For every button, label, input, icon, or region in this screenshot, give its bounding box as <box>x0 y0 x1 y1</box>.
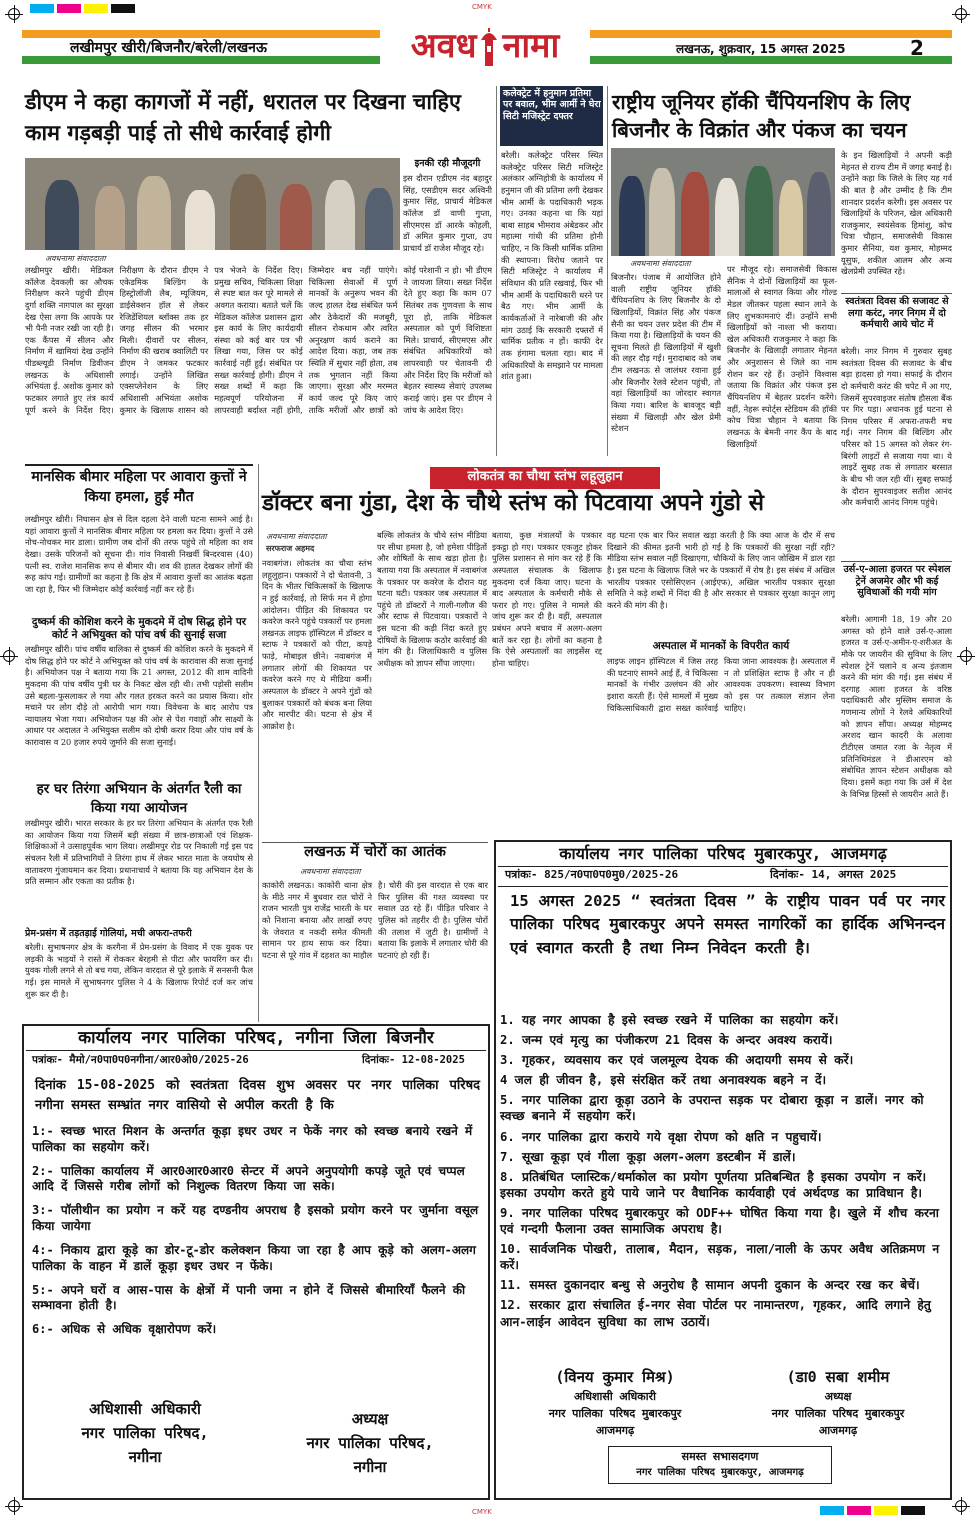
nag-sign-right-place: नगीना <box>353 1458 387 1476</box>
nag-item: 5:- अपने घरों व आस-पास के क्षेत्रों में पानी जमा न होने दें जिससे बीमारियाँ फैलने की सम्भावना होती है। <box>32 1282 466 1313</box>
hockey-photo <box>611 148 835 256</box>
tiranga-subhead: प्रेम-प्रसंग में तड़तड़ाई गोलियां, मची अफरा-तफरी <box>25 928 192 939</box>
mub-item: 12. सरकार द्वारा संचालित ई-नगर सेवा पोर्टल पर नामान्तरण, गृहकर, आदि लगाने हेतु आन-लाईन आवेदन सुविधा का लाभ उठायें। <box>500 1298 931 1329</box>
dog-headline: मानसिक बीमार महिला पर आवारा कुत्तों ने किया हमला, हुई मौत <box>31 469 247 505</box>
nag-sign-right-role: अध्यक्ष <box>351 1410 389 1428</box>
dm-headline: डीएम ने कहा कागजों में नहीं, धरातल पर दिखना चाहिए काम गड़बड़ी पाई तो सीधे कार्रवाई होगी <box>25 90 461 146</box>
theft-headline: लखनऊ में चोरों का आतंक <box>304 844 446 860</box>
mub-sign-right-place: आजमगढ़ <box>818 1424 858 1437</box>
hockey-headline: राष्ट्रीय जूनियर हॉकी चैंपियनशिप के लिए बिजनौर के विक्रांत और पंकज का चयन <box>612 90 911 143</box>
mub-item: 1. यह नगर आपका है इसे स्वच्छ रखने में पालिका का सहयोग करें। <box>500 1013 839 1027</box>
cmyk-top-label: CMYK <box>472 3 492 11</box>
nag-intro: दिनांक 15-08-2025 को स्वतंत्रता दिवस शुभ अवसर पर नगर पालिका परिषद नगीना समस्त सम्भ्रांत नगर वासियो से अपील करती है कि <box>35 1078 480 1113</box>
registration-mark-icon <box>3 650 15 662</box>
court-body: लखीमपुर खीरी। पांच वर्षीय बालिका से दुष्कर्म की कोशिश करने के मुकदमे में दोष सिद्ध होने पर कोर्ट ने अभियुक्त को पांच वर्ष के कारावास की सजा सुनाई है। अभियोजन पक्ष ने बताया गया कि 21 अगस्त, 2012 की शाम वादिनी मुकदमा की पांच वर्षीय पुत्री घर के निकट खेल रही थी। तभी पड़ोसी सलीम उसे बहला-फुसलाकर ले गया और गलत हरकत करने का प्रयास किया। शोर मचाने पर लोग दौड़े तो आरोपी भाग गया। विवेचना के बाद आरोप पत्र न्यायालय भेजा गया। अभियोजन पक्ष की ओर से पेश गवाहों और साक्ष्यों के आधार पर अदालत ने अभियुक्त सलीम को दोषी करार दिया और पांच वर्ष के कारावास व 20 हजार रुपये जुर्माने की सजा सुनाई। <box>25 644 253 748</box>
current-body: बरेली। नगर निगम में गुरुवार सुबह स्वतंत्रता दिवस की सजावट के बीच बड़ा हादसा हो गया। सफाई के दौरान दो कर्मचारी करंट की चपेट में आ गए, जिसमें सुपरवाइजर संतोष हौसला बैंक पर गिर पड़ा। अचानक हुई घटना से निगम परिसर में अफरा-तफरी मच गई। नगर निगम की बिल्डिंग और परिसर को 15 अगस्त को लेकर रंग-बिरंगी लाइटों से सजाया गया था। ये लाइटें सुबह तक से लगातार बरसात के बीच भी जल रही थीं। सुबह सफाई के दौरान सुपरवाइजर सतीश आनंद और कर्मचारी आनंद निगम पहुंचे। <box>841 346 952 508</box>
dm-photo <box>25 158 400 250</box>
mub-item: 6. नगर पालिका द्वारा कराये गये वृक्षा रोपण को क्षति न पहुचायें। <box>500 1129 822 1144</box>
nag-sign-left-place: नगीना <box>128 1448 162 1466</box>
nag-item: 3:- पॉलीथीन का प्रयोग न करें यह दण्डनीय अपराध है इसको प्रयोग करने पर जुर्माना वसूल किया जायेगा <box>32 1203 479 1234</box>
doctor-body-b: बल्कि लोकतंत्र के चौथे स्तंभ मीडिया पर सीधा हमला है, जो हमेशा पीड़ितों और शोषितों के साथ खड़ा होता है। बताया गया कि अस्पताल में नवाबगंज के पत्रकार पर कवरेज के दौरान यह घटना घटी। पत्रकार जब अस्पताल में पहुंचे तो डॉक्टरों ने गाली-गलौज की और स्टाफ से पिटवाया। पत्रकारों ने इस घटना की कड़ी निंदा करते हुए दोषियों के खिलाफ कठोर कार्रवाई की मांग की है। जिलाधिकारी व पुलिस अधीक्षक को ज्ञापन सौंपा जाएगा। <box>377 530 487 669</box>
nag-item: 6:- अधिक से अधिक वृक्षारोपण करें। <box>32 1322 217 1337</box>
nag-title: कार्यालय नगर पालिका परिषद, नगीना जिला बिजनौर <box>78 1028 434 1048</box>
doctor-byline-2: सरफराज अहमद <box>266 544 315 553</box>
ambedkar-body: बरेली। कलेक्ट्रेट परिसर स्थित कलेक्ट्रेट परिसर सिटी मजिस्ट्रेट अलंकार अग्निहोत्री के कार्यालय में हनुमान जी की प्रतिमा लगी देखकर भीम आर्मी के पदाधिकारी भड़क गए। उनका कहना था कि यहां बाबा साहब भीमराव अंबेडकर और महात्मा गांधी की प्रतिमा होनी चाहिए, न कि किसी धार्मिक प्रतिमा की स्थापना। विरोध जताने पर सिटी मजिस्ट्रेट ने कार्यालय में संविधान की प्रति रखवाई, फिर भी भीम आर्मी के पदाधिकारी धरने पर बैठ गए। भीम आर्मी के कार्यकर्ताओं ने नारेबाजी की और मांग उठाई कि सरकारी दफ्तरों में धार्मिक प्रतीक न हों। काफी देर तक हंगामा चलता रहा। बाद में अधिकारियों के समझाने पर मामला शांत हुआ। <box>501 150 603 382</box>
mub-sign-left-name: (विनय कुमार मिश्र) <box>555 1368 675 1386</box>
header-date: लखनऊ, शुक्रवार, 15 अगस्त 2025 <box>676 42 846 56</box>
mub-item: 4 जल ही जीवन है, इसे संरक्षित करें तथा अनावश्यक बहने न दें। <box>500 1073 827 1088</box>
doctor-kicker: लोकतंत्र का चौथा स्तंभ लहूलुहान <box>467 469 623 484</box>
mub-sign-right-role: अध्यक्ष <box>824 1390 852 1403</box>
urs-body: बरेली। आगामी 18, 19 और 20 अगस्त को होने वाले उर्स-ए-आला हजरत व उर्स-ए-अमीन-ए-शरीअत के मौके पर जायरीन की सुविधा के लिए स्पेशल ट्रेनें चलाने व अन्य इंतजाम करने की मांग की गई। इस संबंध में दरगाह आला हजरत के वरिष्ठ पदाधिकारी और मुस्लिम समाज के गणमान्य लोगों ने रेलवे अधिकारियों को ज्ञापन सौंपा। अध्यक्ष मोहम्मद अरशद खान कादरी के अलावा टीटीएस जमात रजा के नेतृत्व में प्रतिनिधिमंडल ने डीआरएम को संबोधित ज्ञापन स्टेशन अधीक्षक को दिया। इसमें कहा गया कि उर्स में देश के विभिन्न हिस्सों से जायरीन आते हैं। <box>841 614 952 799</box>
mub-dinank: दिनांकः- 14, अगस्त 2025 <box>770 868 897 881</box>
registration-mark-icon <box>955 1500 967 1512</box>
registration-mark-icon <box>8 8 20 20</box>
nag-dinank: दिनांकः- 12-08-2025 <box>362 1054 465 1066</box>
doctor-headline: डॉक्टर बना गुंडा, देश के चौथे स्तंभ को पिटवाया अपने गुंडो से <box>262 490 764 516</box>
theft-body: काकोरी लखनऊ। काकोरी थाना क्षेत्र के मीठे नगर में बुधवार रात चोरों ने राजन भारती पुत्र राजेंद्र भारती के घर को निशाना बनाया और लाखों रुपए के जेवरात व नकदी समेत कीमती सामान पर हाथ साफ कर दिया। घटना से पूरे गांव में दहशत का माहौल है। चोरी की इस वारदात से एक बार फिर पुलिस की गश्त व्यवस्था पर सवाल उठ रहे हैं। पीड़ित परिवार ने पुलिस को तहरीर दी है। पुलिस चोरों की तलाश में जुटी है। ग्रामीणों ने बताया कि इलाके में लगातार चोरी की घटनाएं हो रही हैं। <box>262 880 488 960</box>
mub-item: 11. समस्त दुकानदार बन्धु से अनुरोध है सामान अपनी दुकान के अन्दर रख कर बेचें। <box>500 1278 920 1293</box>
nag-item: 4:- निकाय द्वारा कूड़े का डोर-टू-डोर कलेक्शन किया जा रहा है आप कूड़े को अलग-अलग पालिका के वाहन में डालें कूड़ा इधर उधर न फेंके। <box>32 1242 476 1273</box>
masthead-right: नामा <box>502 26 560 67</box>
masthead-logo <box>380 24 590 70</box>
doctor-body-d: वह घटना एक बार फिर सवाल खड़ा करती है कि क्या आज के दौर में सच दिखाने की कीमत इतनी भारी हो गई है कि पत्रकारों की सुरक्षा नहीं रही? मीडिया स्तंभ सवाल नहीं दिखाएगा, चौकियों के लिए जान जोखिम में डाल रहा है। इस घटना के खिलाफ जिले भर के पत्रकारों में रोष है। इस संबंध में अखिल भारतीय पत्रकार एसोसिएशन (आईएफ), अखिल भारतीय पत्रकार सुरक्षा समिति ने कड़े शब्दों में निंदा की है और सरकार से पत्रकार सुरक्षा कानून लागू करने की मांग की है। <box>607 530 835 610</box>
hockey-photo-caption: अवधनामा संवाददाता <box>630 259 691 268</box>
mub-patrank: पत्रांकः- 825/न0पा0प0मु0/2025-26 <box>505 868 679 881</box>
mub-footer-2: नगर पालिका परिषद मुबारकपुर, आजमगढ़ <box>636 1467 804 1478</box>
mub-item: 10. सार्वजनिक पोखरी, तालाब, मैदान, सड़क, नाला/नाली के ऊपर अवैध अतिक्रमण न करें। <box>500 1242 940 1273</box>
color-bar <box>30 4 135 13</box>
mub-sign-right-name: (डा0 सबा शमीम <box>786 1368 890 1386</box>
mub-title: कार्यालय नगर पालिका परिषद मुबारकपुर, आजमगढ़ <box>559 844 887 863</box>
mub-item: 8. प्रतिबंधित प्लास्टिक/थर्माकोल का प्रयोग पूर्णतया प्रतिबन्धित है इसका उपयोग न करें। इसका उपयोग करते हुये पाये जाने पर वैधानिक कार्यवाही एवं अर्थदण्ड का प्राविधान है। <box>500 1169 927 1200</box>
mub-item: 3. गृहकर, व्यवसाय कर एवं जलमूल्य देयक की अदायगी समय से करें। <box>500 1053 854 1068</box>
mub-item: 5. नगर पालिका द्वारा कूड़ा उठाने के उपरान्त सड़क पर दोबारा कूड़ा न डालें। नगर को स्वच्छ बनाने में सहयोग करें। <box>500 1093 924 1124</box>
nag-items <box>32 1124 482 1346</box>
hockey-body-1: बिजनौर। पंजाब में आयोजित होने वाली राष्ट्रीय जूनियर हॉकी चैंपियनशिप के लिए बिजनौर के दो खिलाड़ियों, विक्रांत सिंह और पंकज सैनी का चयन उत्तर प्रदेश की टीम में किया गया है। खिलाड़ियों के चयन की सूचना मिलते ही खिलाड़ियों में खुशी की लहर दौड़ गई। मुरादाबाद को जब टीम लखनऊ से जालंधर रवाना हुई और बिजनौर रेलवे स्टेशन पहुंची, तो वहां खिलाड़ियों का जोरदार स्वागत किया गया। बारिश के बावजूद बड़ी संख्या में खिलाड़ी और खेल प्रेमी स्टेशन <box>611 272 721 434</box>
registration-mark-icon <box>960 650 972 662</box>
masthead-left: अवध <box>410 26 477 67</box>
mub-items <box>500 1012 948 1334</box>
dm-photo-caption: अवधनामा संवाददाता <box>45 254 106 263</box>
nag-sign-left-org: नगर पालिका परिषद, <box>81 1424 209 1442</box>
mub-item: 9. नगर पालिका परिषद मुबारकपुर को ODF++ घोषित किया गया है। खुले में शौच करना एवं गन्दगी फैलाना उक्त सामाजिक अपराध है। <box>500 1205 939 1237</box>
registration-mark-icon <box>955 8 967 20</box>
dog-body: लखीमपुर खीरी। निघासन क्षेत्र से दिल दहला देने वाली घटना सामने आई है। यहां आवारा कुत्तों ने मानसिक बीमार महिला पर हमला कर दिया। कुत्तों ने उसे नोच-नोचकर मार डाला। ग्रामीण जब दोनों की तरफ पहुंचे तो महिला का शव देखा। उसके परिजनों को सूचना दी। गांव निवासी निखर्वी बिन्दरवास (40) पत्नी स्व. राजेश मानसिक रूप से बीमार थी। शव की हालत देखकर लोगों की रूह कांप गई। ग्रामीणों का कहना है कि क्षेत्र में आवारा कुत्तों का आतंक बढ़ता जा रहा है, फिर भी जिम्मेदार कोई कार्रवाई नहीं कर रहे हैं। <box>25 514 253 594</box>
doctor-byline-1: अवधनामा संवाददाता <box>266 532 327 541</box>
mub-footer-1: समस्त सभासदगण <box>681 1450 759 1463</box>
mub-sign-left-org: नगर पालिका परिषद मुबारकपुर <box>548 1407 682 1420</box>
hockey-body-3: के इन खिलाड़ियों ने अपनी कड़ी मेहनत से राज्य टीम में जगह बनाई है। उन्होंने कहा कि जिले के लिए यह गर्व की बात है और उम्मीद है कि टीम शानदार प्रदर्शन करेगी। इस अवसर पर खिलाड़ियों के परिजन, खेल अधिकारी राजकुमार, स्वयंसेवक हिमांशु, कोच चित्रा चौहान, समाजसेवी विकास कुमार सैनिया, यश कुमार, मोहम्मद यूसुफ, शकील आलम और अन्य खेलप्रेमी उपस्थित रहे। <box>841 150 952 277</box>
nag-item: 1:- स्वच्छ भारत मिशन के अन्तर्गत कूड़ा इधर उधर न फेकें नगर को स्वच्छ बनाये रखने में पालिका का सहयोग करें। <box>32 1124 473 1154</box>
color-bar <box>820 1506 925 1515</box>
current-headline: स्वतंत्रता दिवस की सजावट से लगा करंट, नगर निगम में दो कर्मचारी आये चोट में <box>845 296 949 331</box>
nag-sign-right-org: नगर पालिका परिषद, <box>306 1434 434 1452</box>
doctor-body-c: बताया, कुछ मंत्रालयों के पत्रकार इकट्ठा हो गए। पत्रकार एकजुट होकर पुलिस प्रशासन से मांग कर रहे हैं कि अस्पताल संचालक के खिलाफ मुकदमा दर्ज किया जाए। घटना के बाद अस्पताल के कर्मचारी मौके से फरार हो गए। पुलिस ने मामले की जांच शुरू कर दी है। वहीं, अस्पताल प्रबंधन अपने बचाव में अलग-अलग बातें कर रहा है। लोगों का कहना है कि ऐसे अस्पतालों का लाइसेंस रद्द होना चाहिए। <box>492 530 602 669</box>
mub-item: 2. जन्म एवं मृत्यु का पंजीकरण 21 दिवस के अन्दर अवश्य करायें। <box>500 1033 833 1048</box>
hockey-body-2: पर मौजूद रहे। समाजसेवी विकास सैनिक ने दोनों खिलाड़ियों का फूल-मालाओं से स्वागत किया और गोल्ड मेडल जीतकर पहला स्थान लाने के लिए शुभकामनाएं दीं। उन्होंने सभी खिलाड़ियों को नाश्ता भी कराया। खेल अधिकारी राजकुमार ने कहा कि बिजनौर के खिलाड़ी लगातार मेहनत और अनुशासन से जिले का नाम रोशन कर रहे हैं। उन्होंने विश्वास जताया कि विक्रांत और पंकज इस चैंपियनशिप में बेहतर प्रदर्शन करेंगे। वहीं, नेहरू स्पोर्ट्स स्टेडियम की हॉकी कोच चित्रा चौहान ने बताया कि लखनऊ के बेमनी नगर कैंप के बाद खिलाड़ियों <box>727 264 837 449</box>
dm-body: लखीमपुर खीरी। मेडिकल कॉलेज देवकली का औचक निरीक्षण करने पहुंची डीएम दुर्गा शक्ति नागपाल का सुरक्षा देख ऐसा लगा कि आपके पर भी पैनी नजर रखी जा रही है। एक कैंपस में सीलन और निर्माण में खामियां देख उन्होंने पीडब्ल्यूडी निर्माण डिवीजन लखनऊ के अधिशासी अभियंता ई. अशोक कुमार को फटकार लगाते हुए तंत्र कार्य पूर्ण करने के निर्देश दिए। निरीक्षण के दौरान डीएम ने एकेडमिक बिल्डिंग के हिस्ट्रोलॉजी लैब, म्यूजियम, डाईसेक्शन हॉल से लेकर रेजिडेंशियल ब्लॉक्स तक हर जगह सीलन की भरमार मिली। दीवारों पर सीलन, निर्माण की खराब क्वालिटी पर डीएम ने जमकर फटकार लगाई। उन्होंने लिखित एक्सप्लेनेशन के लिए अधिशासी अभियंता अशोक कुमार के खिलाफ शासन को पत्र भेजने के निर्देश दिए। प्रमुख सचिव, चिकित्सा शिक्षा से स्पष्ट बात कर पूरे मामले से अवगत कराया। बताते चलें कि मेडिकल कॉलेज प्रशासन द्वारा इस कार्य के लिए कार्यदायी संस्था को कई बार पत्र भी लिखा गया, जिस पर कोई कार्रवाई नहीं हुई। संबंधित पर सख्त कार्रवाई होगी। डीएम ने सख्त शब्दों में कहा कि महत्वपूर्ण परियोजना में लापरवाही बर्दाश्त नहीं होगी, जिम्मेदार बच नहीं पाएंगे। चिकित्सा सेवाओं में पूर्ण मानकों के अनुरूप भवन की जल्द हालत देख संबंधित फर्म और ठेकेदारों की मजबूरी, सीलन रोकथाम और त्वरित अनुरक्षण कार्य कराने का आदेश दिया। कहा, जब तक स्थिति में सुधार नहीं होता, तब तक भुगतान नहीं किया जाएगा। सुरक्षा और मरम्मत कार्य जल्द पूरे किए जाएं ताकि मरीजों और छात्रों को कोई परेशानी न हो। भी डीएम ने जायजा लिया। सख्त निर्देश देते हुए कहा कि काम 07 सितंबर तक गुणवत्ता के साथ पूरा हो, ताकि मेडिकल अस्पताल को पूर्ण विशिष्टता मिले। प्राचार्य, सीएमएस और संबंधित अधिकारियों को लापरवाही पर चेतावनी दी और निर्देश दिए कि मरीजों को बेहतर स्वास्थ्य सेवाएं उपलब्ध कराई जाएं। इस पर डीएम ने जांच के आदेश दिए। <box>25 265 492 415</box>
dm-sidebar-title: इनकी रही मौजूदगी <box>414 158 481 169</box>
nag-sign-left-role: अधिशासी अधिकारी <box>89 1400 201 1418</box>
tiranga-subbody: बरेली। सुभाषनगर क्षेत्र के करगैना में प्रेम-प्रसंग के विवाद में एक युवक पर लड़की के भाइयों ने रास्ते में रोककर बेरहमी से पीटा और फायरिंग कर दी। युवक गोली लगने से तो बच गया, लेकिन वारदात से पूरे इलाके में सनसनी फैल गई। इस मामले में सुभाषनगर पुलिस ने 4 के खिलाफ रिपोर्ट दर्ज कर जांच शुरू कर दी है। <box>25 942 253 999</box>
mub-sign-left-place: आजमगढ़ <box>595 1424 635 1437</box>
tiranga-headline: हर घर तिरंगा अभियान के अंतर्गत रैली का किया गया आयोजन <box>36 781 242 816</box>
mub-intro: 15 अगस्त 2025 “ स्वतंत्रता दिवस ” के राष्ट्रीय पावन पर्व पर नगर पालिका परिषद मुबारकपुर अपने समस्त नागरिकों का हार्दिक अभिनन्दन एवं स्वागत करती है तथा निम्न निवेदन करती है। <box>510 892 945 957</box>
dm-sidebar-text: इस दौरान एडीएम नंद बहादुर सिंह, एसडीएम सदर अश्विनी कुमार सिंह, प्राचार्य मेडिकल कॉलेज डॉ वाणी गुप्ता, सीएमएस डॉ आरके कोहली, डॉ अमित कुमार गुप्ता, उप प्राचार्य डॉ राजेश मौजूद रहे। <box>403 173 492 253</box>
ambedkar-headline: कलेक्ट्रेट में हनुमान प्रतिमा पर बवाल, भीम आर्मी ने घेरा सिटी मजिस्ट्रेट दफ्तर <box>503 88 601 122</box>
theft-byline: अवधनामा संवाददाता <box>300 867 361 876</box>
cmyk-bottom-label: CMYK <box>472 1508 492 1516</box>
header-cities: लखीमपुर खीरी/बिजनौर/बरेली/लखनऊ <box>70 40 267 56</box>
urs-headline: उर्स-ए-आला हजरत पर स्पेशल ट्रेनें अजमेर और भी कई सुविधाओं की गयी मांग <box>843 564 951 599</box>
page-number: 2 <box>910 36 924 60</box>
nag-item: 2:- पालिका कार्यालय में आर0आर0आर0 सेन्टर में अपने अनुपयोगी कपड़े जूते एवं चप्पल आदि दें जिससे गरीब लोगों को निशुल्क वितरण किया जा सके। <box>32 1163 465 1194</box>
tiranga-body: लखीमपुर खीरी। भारत सरकार के हर घर तिरंगा अभियान के अंतर्गत एक रैली का आयोजन किया गया जिसमें बड़ी संख्या में छात्र-छात्राओं एवं शिक्षक-शिक्षिकाओं ने उत्साहपूर्वक भाग लिया। लखीमपुर रोड पर निकाली गई इस पद संचलन रैली में प्रतिभागियों ने तिरंगा हाथ में लेकर भारत माता के जयघोष से वातावरण गुंजायमान कर दिया। प्रधानाचार्य ने बताया कि यह अभियान देश के प्रति सम्मान और एकता का प्रतीक है। <box>25 818 253 887</box>
mub-item: 7. सूखा कूड़ा एवं गीला कूड़ा अलग-अलग डस्टबीन में डालें। <box>500 1149 796 1164</box>
doctor-subbody: लाइफ लाइन हॉस्पिटल में जिस तरह की घटनाएं सामने आई हैं, वे चिकित्सा मानकों के गंभीर उल्लंघन की ओर इशारा करती हैं। ऐसे मामलों में मुख्य चिकित्साधिकारी द्वारा सख्त कार्रवाई किया जाना आवश्यक है। अस्पताल में न तो प्रशिक्षित स्टाफ है और न ही आवश्यक उपकरण। स्वास्थ्य विभाग को इस पर तत्काल संज्ञान लेना चाहिए। <box>607 656 835 713</box>
registration-mark-icon <box>8 1500 20 1512</box>
nag-patrank: पत्रांकः- मैमो/न0पा0प0नगीना/आर0ओ0/2025-26 <box>32 1054 249 1066</box>
doctor-body-a: नवाबगंज। लोकतंत्र का चौथा स्तंभ लहूलुहान। पत्रकारों ने दो चेतावनी, 3 दिन के भीतर चिकित्सकों के खिलाफ न हुई कार्रवाई, तो सिर्फ मन में होगा आंदोलन। पीड़ित की शिकायत पर कवरेज करने पहुंचे पत्रकारों पर हमला लखनऊ लाइफ हॉस्पिटल में डॉक्टर व स्टाफ ने पत्रकारों को पीटा, कपड़े फाड़े, मोबाइल छीने। नवाबगंज में लगातार लोगों की शिकायत पर कवरेज करने गए थे मीडिया कर्मी। अस्पताल के डॉक्टर ने अपने गुंडों को बुलाकर पत्रकारों को बंधक बना लिया और मारपीट की। घटना से क्षेत्र में आक्रोश है। <box>262 558 372 731</box>
mub-sign-left-role: अधिशासी अधिकारी <box>574 1390 656 1403</box>
minaret-icon <box>476 28 502 66</box>
mub-sign-right-org: नगर पालिका परिषद मुबारकपुर <box>771 1407 905 1420</box>
court-headline: दुष्कर्म की कोशिश करने के मुकदमे में दोष सिद्ध होने पर कोर्ट ने अभियुक्त को पांच वर्ष की सुनाई सजा <box>31 616 247 641</box>
doctor-subhead: अस्पताल में मानकों के विपरीत कार्य <box>652 640 790 652</box>
